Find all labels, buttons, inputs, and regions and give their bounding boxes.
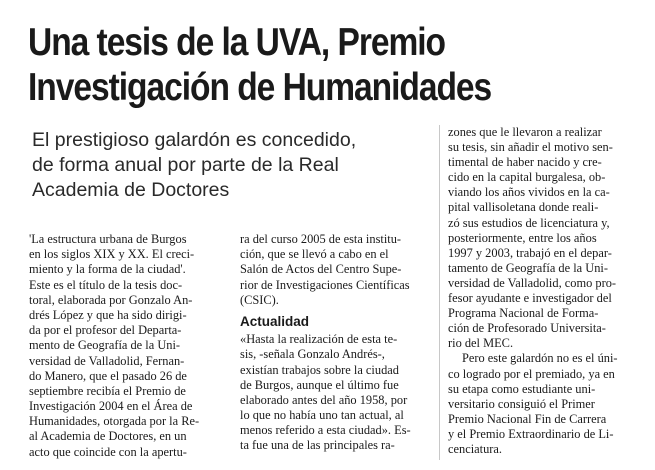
text-line: cenciatura. (448, 441, 502, 456)
text-line: viando los años vividos en la ca- (448, 185, 610, 200)
deck-line-2: de forma anual por parte de la Real (32, 154, 339, 176)
text-line: versitario consiguió el Primer (448, 396, 595, 411)
text-line: existían trabajos sobre la ciudad (240, 362, 399, 377)
headline-line-2: Investigación de Humanidades (28, 66, 492, 109)
article-column-3 (448, 125, 648, 457)
text-line: miento y la forma de la ciudad'. (29, 262, 186, 277)
text-line: «Hasta la realización de esta te- (240, 332, 398, 347)
text-line: rio del MEC. (448, 336, 514, 351)
text-line: versidad de Valladolid, como pro- (448, 275, 617, 290)
text-line: Salón de Actos del Centro Supe- (240, 262, 402, 277)
subtitle-deck (32, 128, 432, 203)
text-line: 1997 y 2003, trabajó en el depar- (448, 245, 612, 260)
column-divider (439, 125, 440, 460)
article-column-2 (240, 232, 436, 454)
text-line: tamento de Geografía de la Uni- (448, 260, 608, 275)
text-line: versidad de Valladolid, Fernan- (29, 353, 185, 368)
text-line: fesor ayudante e investigador del (448, 291, 612, 306)
text-line: menos referido a esta ciudad». Es- (240, 423, 411, 438)
section-subhead: Actualidad (240, 313, 310, 329)
text-line: zones que le llevaron a realizar (448, 125, 602, 139)
headline (28, 20, 561, 110)
text-line: da por el profesor del Departa- (29, 323, 182, 338)
text-line: elaborado antes del año 1958, por (240, 392, 408, 407)
text-line: toral, elaborada por Gonzalo An- (29, 292, 193, 307)
deck-line-1: El prestigioso galardón es concedido, (32, 129, 357, 151)
text-line: en los siglos XIX y XX. El creci- (29, 247, 195, 262)
text-line: zó sus estudios de licenciatura y, (448, 215, 610, 230)
text-line: ta fue una de las principales ra- (240, 438, 395, 453)
article-column-1 (29, 232, 234, 460)
text-line: Investigación 2004 en el Área de (29, 399, 193, 414)
text-line: timental de haber nacido y cre- (448, 155, 602, 170)
text-line: co logrado por el premiado, ya en (448, 366, 615, 381)
text-line: su tesis, sin añadir el motivo sen- (448, 140, 613, 155)
text-line: pital vallisoletana donde reali- (448, 200, 599, 215)
text-line: septiembre recibía el Premio de (29, 383, 186, 398)
text-line: rior de Investigaciones Científicas (240, 277, 410, 292)
text-line: y el Premio Extraordinario de Li- (448, 426, 614, 441)
text-line: ción de Profesorado Universita- (448, 321, 606, 336)
text-line: posteriormente, entre los años (448, 230, 597, 245)
text-line: de Burgos, aunque el último fue (240, 377, 399, 392)
text-line: drés López y que ha sido dirigi- (29, 307, 187, 322)
text-line: Pero este galardón no es el úni- (462, 351, 618, 366)
text-line: Humanidades, otorgada por la Re- (29, 414, 200, 429)
text-line: (CSIC). (240, 292, 279, 307)
text-line: sis, -señala Gonzalo Andrés-, (240, 347, 385, 362)
text-line: al Academia de Doctores, en un (29, 429, 187, 444)
text-line: acto que coincide con la apertu- (29, 444, 187, 459)
text-line: mento de Geografía de la Uni- (29, 338, 181, 353)
text-line: cido en la capital burgalesa, ob- (448, 170, 606, 185)
headline-line-1: Una tesis de la UVA, Premio (28, 21, 446, 64)
text-line: su etapa como estudiante uni- (448, 381, 596, 396)
text-line: do Manero, que el pasado 26 de (29, 368, 187, 383)
text-line: ra del curso 2005 de esta institu- (240, 232, 402, 246)
text-line: Premio Nacional Fin de Carrera (448, 411, 607, 426)
text-line: 'La estructura urbana de Burgos (29, 232, 187, 246)
text-line: lo que no había uno tan actual, al (240, 408, 404, 423)
deck-line-3: Academia de Doctores (32, 179, 230, 201)
text-line: Programa Nacional de Forma- (448, 306, 599, 321)
text-line: ción, que se llevó a cabo en el (240, 247, 389, 262)
text-line: Este es el título de la tesis doc- (29, 277, 183, 292)
